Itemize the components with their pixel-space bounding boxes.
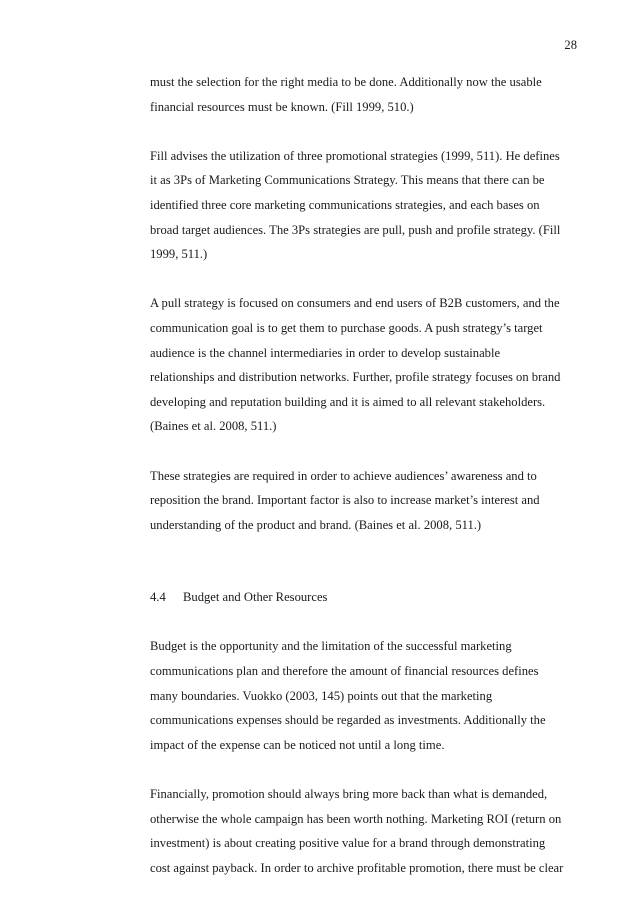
- text-line: These strategies are required in order to achieve audiences’ awareness and to: [150, 468, 537, 483]
- paragraph: [150, 70, 580, 119]
- section-heading: [150, 585, 580, 610]
- text-line: understanding of the product and brand. (Baines et al. 2008, 511.): [150, 517, 482, 532]
- paragraph: [150, 291, 580, 439]
- section-number: 4.4: [150, 590, 166, 605]
- text-line: cost against payback. In order to archive profitable promotion, there must be clear: [150, 860, 564, 875]
- text-line: A pull strategy is focused on consumers and end users of B2B customers, and the: [150, 296, 560, 311]
- paragraph: [150, 144, 580, 267]
- text-line: identified three core marketing communications strategies, and each bases on: [150, 197, 540, 212]
- text-line: investment) is about creating positive value for a brand through demonstrating: [150, 836, 546, 851]
- text-line: audience is the channel intermediaries in order to develop sustainable: [150, 345, 501, 360]
- document-body: [150, 70, 580, 880]
- section-title: Budget and Other Resources: [183, 590, 328, 605]
- text-line: Budget is the opportunity and the limitation of the successful marketing: [150, 639, 512, 654]
- text-line: communications expenses should be regarded as investments. Additionally the: [150, 713, 546, 728]
- page-number: 28: [564, 38, 577, 52]
- text-line: Financially, promotion should always bring more back than what is demanded,: [150, 787, 548, 802]
- text-line: communications plan and therefore the amount of financial resources defines: [150, 664, 539, 679]
- text-line: developing and reputation building and it is aimed to all relevant stakeholders.: [150, 394, 546, 409]
- text-line: broad target audiences. The 3Ps strategies are pull, push and profile strategy. (Fill: [150, 222, 561, 237]
- paragraph: [150, 634, 580, 757]
- text-line: financial resources must be known. (Fill 1999, 510.): [150, 99, 414, 114]
- text-line: many boundaries. Vuokko (2003, 145) points out that the marketing: [150, 688, 493, 703]
- paragraph: [150, 464, 580, 538]
- text-line: Fill advises the utilization of three promotional strategies (1999, 511). He defines: [150, 148, 560, 163]
- text-line: (Baines et al. 2008, 511.): [150, 419, 277, 434]
- text-line: 1999, 511.): [150, 247, 208, 262]
- text-line: relationships and distribution networks. Further, profile strategy focuses on brand: [150, 370, 561, 385]
- paragraph: [150, 782, 580, 880]
- text-line: otherwise the whole campaign has been worth nothing. Marketing ROI (return on: [150, 811, 562, 826]
- text-line: it as 3Ps of Marketing Communications Strategy. This means that there can be: [150, 173, 545, 188]
- text-line: reposition the brand. Important factor is also to increase market’s interest and: [150, 493, 540, 508]
- text-line: must the selection for the right media to be done. Additionally now the usable: [150, 75, 542, 89]
- text-line: communication goal is to get them to purchase goods. A push strategy’s target: [150, 320, 543, 335]
- text-line: impact of the expense can be noticed not until a long time.: [150, 737, 445, 752]
